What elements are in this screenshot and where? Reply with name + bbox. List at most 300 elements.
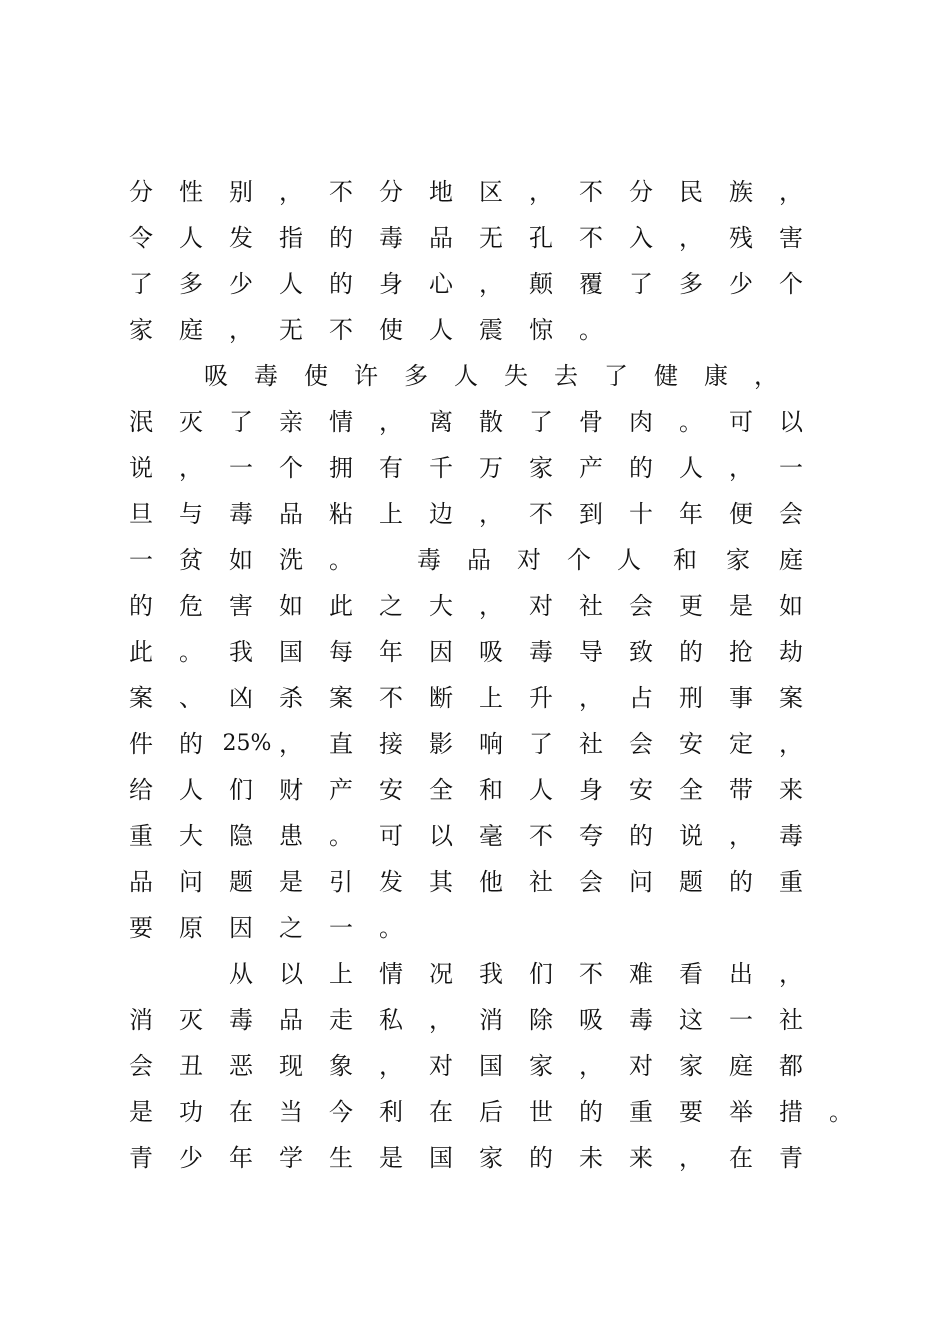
char: ， xyxy=(179,454,203,482)
char: 指 xyxy=(279,224,303,252)
char: 全 xyxy=(679,776,703,804)
char: 洗 xyxy=(279,546,303,574)
char: 。 xyxy=(679,408,703,436)
char: 说 xyxy=(129,454,153,482)
char: 少 xyxy=(179,1144,203,1172)
char: ， xyxy=(779,178,803,206)
char: 重 xyxy=(779,868,803,896)
text-line xyxy=(0,1046,950,1086)
char: 骨 xyxy=(579,408,603,436)
char: 导 xyxy=(579,638,603,666)
char: 家 xyxy=(679,1052,703,1080)
char: 族 xyxy=(729,178,753,206)
char: 和 xyxy=(479,776,503,804)
char: 品 xyxy=(429,224,453,252)
char: 是 xyxy=(379,1144,403,1172)
char: 财 xyxy=(279,776,303,804)
char: 的 xyxy=(629,822,653,850)
char: 重 xyxy=(129,822,153,850)
char: 社 xyxy=(779,1006,803,1034)
char: 夸 xyxy=(579,822,603,850)
text-line xyxy=(0,586,950,626)
char: 到 xyxy=(579,500,603,528)
text-line xyxy=(0,816,950,856)
char: 与 xyxy=(179,500,203,528)
char: ， xyxy=(229,316,253,344)
char: 在 xyxy=(229,1098,253,1126)
char: 灭 xyxy=(179,408,203,436)
char: 更 xyxy=(679,592,703,620)
char: 接 xyxy=(379,730,403,758)
text-line xyxy=(0,402,950,442)
char: 致 xyxy=(629,638,653,666)
char: 身 xyxy=(579,776,603,804)
char: 年 xyxy=(229,1144,253,1172)
char: 品 xyxy=(279,1006,303,1034)
char: 定 xyxy=(729,730,753,758)
char: 如 xyxy=(779,592,803,620)
char: 患 xyxy=(279,822,303,850)
char: 走 xyxy=(329,1006,353,1034)
char: 一 xyxy=(779,454,803,482)
char: 况 xyxy=(429,960,453,988)
char: 安 xyxy=(679,730,703,758)
char: 离 xyxy=(429,408,453,436)
char: 不 xyxy=(379,684,403,712)
char: 边 xyxy=(429,500,453,528)
char: 措 xyxy=(779,1098,803,1126)
char: 学 xyxy=(279,1144,303,1172)
char: 是 xyxy=(729,592,753,620)
char: 家 xyxy=(726,546,750,574)
char: 覆 xyxy=(579,270,603,298)
char: 象 xyxy=(329,1052,353,1080)
text-line xyxy=(0,770,950,810)
text-line xyxy=(0,218,950,258)
char: ， xyxy=(429,1006,453,1034)
char: 大 xyxy=(179,822,203,850)
char: 健 xyxy=(654,362,678,390)
char: 多 xyxy=(679,270,703,298)
char: 人 xyxy=(454,362,478,390)
char: 毒 xyxy=(229,1006,253,1034)
char: 带 xyxy=(729,776,753,804)
char: 世 xyxy=(529,1098,553,1126)
char: 以 xyxy=(429,822,453,850)
char: 青 xyxy=(129,1144,153,1172)
char: 消 xyxy=(479,1006,503,1034)
char: 去 xyxy=(554,362,578,390)
char: ， xyxy=(479,592,503,620)
char: 说 xyxy=(679,822,703,850)
char: ， xyxy=(379,1052,403,1080)
char: 。 xyxy=(329,822,353,850)
char: 会 xyxy=(629,730,653,758)
char: 社 xyxy=(579,592,603,620)
char: 的 xyxy=(179,730,203,758)
char: 情 xyxy=(329,408,353,436)
char: 人 xyxy=(179,224,203,252)
char: 上 xyxy=(329,960,353,988)
char: 亲 xyxy=(279,408,303,436)
char: 25% xyxy=(222,731,272,756)
char: 因 xyxy=(229,914,253,942)
char: 后 xyxy=(479,1098,503,1126)
char: 这 xyxy=(679,1006,703,1034)
char: 恶 xyxy=(229,1052,253,1080)
char: 案 xyxy=(329,684,353,712)
char: 丑 xyxy=(179,1052,203,1080)
char: 因 xyxy=(429,638,453,666)
char: 家 xyxy=(479,1144,503,1172)
char: 们 xyxy=(229,776,253,804)
char: 庭 xyxy=(179,316,203,344)
char: 此 xyxy=(129,638,153,666)
char: 对 xyxy=(529,592,553,620)
char: 未 xyxy=(579,1144,603,1172)
char: 事 xyxy=(729,684,753,712)
char: 无 xyxy=(479,224,503,252)
char: 一 xyxy=(229,454,253,482)
char: 个 xyxy=(779,270,803,298)
text-line xyxy=(0,540,950,580)
text-line xyxy=(0,862,950,902)
char: 之 xyxy=(279,914,303,942)
char: ， xyxy=(679,224,703,252)
char: ， xyxy=(279,730,303,758)
char: 产 xyxy=(329,776,353,804)
char: 问 xyxy=(179,868,203,896)
char: 了 xyxy=(529,408,553,436)
char: 毒 xyxy=(529,638,553,666)
char: 的 xyxy=(629,454,653,482)
char: 惊 xyxy=(529,316,553,344)
char: 吸 xyxy=(479,638,503,666)
char: 民 xyxy=(679,178,703,206)
char: ， xyxy=(754,362,778,390)
char: 引 xyxy=(329,868,353,896)
text-line xyxy=(0,632,950,672)
char: 康 xyxy=(704,362,728,390)
char: 品 xyxy=(129,868,153,896)
char: 毒 xyxy=(779,822,803,850)
char: 人 xyxy=(179,776,203,804)
char: 问 xyxy=(629,868,653,896)
char: 的 xyxy=(579,1098,603,1126)
char: 使 xyxy=(379,316,403,344)
char: 吸 xyxy=(204,362,228,390)
char: 刑 xyxy=(679,684,703,712)
char: 害 xyxy=(229,592,253,620)
char: 使 xyxy=(304,362,328,390)
char: 直 xyxy=(329,730,353,758)
char: 毒 xyxy=(629,1006,653,1034)
char: 举 xyxy=(729,1098,753,1126)
char: 案 xyxy=(129,684,153,712)
char: 安 xyxy=(629,776,653,804)
char: 年 xyxy=(379,638,403,666)
char: 万 xyxy=(479,454,503,482)
text-line xyxy=(0,356,950,396)
char: 升 xyxy=(529,684,553,712)
char: 的 xyxy=(329,270,353,298)
char: 了 xyxy=(129,270,153,298)
char: 安 xyxy=(379,776,403,804)
char: 家 xyxy=(129,316,153,344)
char: 是 xyxy=(129,1098,153,1126)
char: 不 xyxy=(529,500,553,528)
char: 响 xyxy=(479,730,503,758)
char: 的 xyxy=(729,868,753,896)
char: 残 xyxy=(729,224,753,252)
char: 性 xyxy=(179,178,203,206)
char: 拥 xyxy=(329,454,353,482)
char: 难 xyxy=(629,960,653,988)
char: 上 xyxy=(479,684,503,712)
char: 心 xyxy=(429,270,453,298)
char: 今 xyxy=(329,1098,353,1126)
char: 社 xyxy=(529,868,553,896)
text-line xyxy=(0,678,950,718)
char: 其 xyxy=(429,868,453,896)
char: 肉 xyxy=(629,408,653,436)
char: 人 xyxy=(617,546,641,574)
char: 如 xyxy=(229,546,253,574)
char: 对 xyxy=(629,1052,653,1080)
char: 每 xyxy=(329,638,353,666)
char: 要 xyxy=(679,1098,703,1126)
char: 国 xyxy=(429,1144,453,1172)
char: 不 xyxy=(579,960,603,988)
char: 毒 xyxy=(417,546,441,574)
char: 孔 xyxy=(529,224,553,252)
char: 凶 xyxy=(229,684,253,712)
char: 影 xyxy=(429,730,453,758)
char: 入 xyxy=(629,224,653,252)
char: 大 xyxy=(429,592,453,620)
char: 抢 xyxy=(729,638,753,666)
char: 都 xyxy=(779,1052,803,1080)
char: 不 xyxy=(579,178,603,206)
char: 要 xyxy=(129,914,153,942)
char: 年 xyxy=(679,500,703,528)
char: 家 xyxy=(529,1052,553,1080)
text-line xyxy=(0,724,950,764)
char: 来 xyxy=(779,776,803,804)
char: 。 xyxy=(329,546,353,574)
char: 。 xyxy=(829,1098,853,1126)
char: 旦 xyxy=(129,500,153,528)
char: 许 xyxy=(354,362,378,390)
char: ， xyxy=(729,822,753,850)
char: ， xyxy=(279,178,303,206)
char: 了 xyxy=(604,362,628,390)
char: ， xyxy=(779,730,803,758)
text-line xyxy=(0,1000,950,1040)
char: 的 xyxy=(129,592,153,620)
char: 对 xyxy=(429,1052,453,1080)
char: 发 xyxy=(379,868,403,896)
char: 会 xyxy=(629,592,653,620)
char: 看 xyxy=(679,960,703,988)
char: 在 xyxy=(429,1098,453,1126)
char: 区 xyxy=(479,178,503,206)
char: 断 xyxy=(429,684,453,712)
char: 人 xyxy=(279,270,303,298)
char: 占 xyxy=(629,684,653,712)
char: 。 xyxy=(379,914,403,942)
char: 了 xyxy=(229,408,253,436)
text-line xyxy=(0,448,950,488)
char: 有 xyxy=(379,454,403,482)
char: 重 xyxy=(629,1098,653,1126)
char: 粘 xyxy=(329,500,353,528)
char: 不 xyxy=(329,178,353,206)
char: 功 xyxy=(179,1098,203,1126)
char: 们 xyxy=(529,960,553,988)
char: 便 xyxy=(729,500,753,528)
char: 了 xyxy=(629,270,653,298)
char: 不 xyxy=(579,224,603,252)
char: 消 xyxy=(129,1006,153,1034)
char: ， xyxy=(529,178,553,206)
char: 失 xyxy=(504,362,528,390)
char: 颠 xyxy=(529,270,553,298)
char: 多 xyxy=(404,362,428,390)
char: 的 xyxy=(679,638,703,666)
char: 青 xyxy=(779,1144,803,1172)
char: 不 xyxy=(529,822,553,850)
char: 在 xyxy=(729,1144,753,1172)
char: 可 xyxy=(729,408,753,436)
text-line xyxy=(0,1138,950,1178)
char: 千 xyxy=(429,454,453,482)
char: 以 xyxy=(779,408,803,436)
char: 我 xyxy=(229,638,253,666)
char: 个 xyxy=(567,546,591,574)
char: 全 xyxy=(429,776,453,804)
char: 给 xyxy=(129,776,153,804)
char: 如 xyxy=(279,592,303,620)
char: 令 xyxy=(129,224,153,252)
char: 杀 xyxy=(279,684,303,712)
char: 个 xyxy=(279,454,303,482)
char: 。 xyxy=(179,638,203,666)
char: 案 xyxy=(779,684,803,712)
char: 情 xyxy=(379,960,403,988)
char: 我 xyxy=(479,960,503,988)
char: 一 xyxy=(329,914,353,942)
char: 私 xyxy=(379,1006,403,1034)
char: 散 xyxy=(479,408,503,436)
char: 会 xyxy=(779,500,803,528)
char: 别 xyxy=(229,178,253,206)
char: 。 xyxy=(579,316,603,344)
char: ， xyxy=(379,408,403,436)
text-line xyxy=(0,1092,950,1132)
char: 分 xyxy=(629,178,653,206)
char: 地 xyxy=(429,178,453,206)
char: 产 xyxy=(579,454,603,482)
text-line xyxy=(0,264,950,304)
char: ， xyxy=(679,1144,703,1172)
char: 了 xyxy=(529,730,553,758)
char: 分 xyxy=(129,178,153,206)
char: 发 xyxy=(229,224,253,252)
char: 贫 xyxy=(179,546,203,574)
char: 品 xyxy=(467,546,491,574)
char: 之 xyxy=(379,592,403,620)
char: ， xyxy=(479,500,503,528)
char: 对 xyxy=(517,546,541,574)
char: ， xyxy=(779,960,803,988)
char: 不 xyxy=(329,316,353,344)
char: 隐 xyxy=(229,822,253,850)
char: 原 xyxy=(179,914,203,942)
char: 震 xyxy=(479,316,503,344)
char: ， xyxy=(579,1052,603,1080)
char: 少 xyxy=(229,270,253,298)
char: 和 xyxy=(673,546,697,574)
char: 是 xyxy=(279,868,303,896)
char: 、 xyxy=(179,684,203,712)
char: 分 xyxy=(379,178,403,206)
text-line xyxy=(0,954,950,994)
char: 泯 xyxy=(129,408,153,436)
char: 会 xyxy=(129,1052,153,1080)
char: 庭 xyxy=(779,546,803,574)
char: 身 xyxy=(379,270,403,298)
char: ， xyxy=(479,270,503,298)
char: 灭 xyxy=(179,1006,203,1034)
char: 此 xyxy=(329,592,353,620)
char: 毫 xyxy=(479,822,503,850)
char: 人 xyxy=(529,776,553,804)
char: 吸 xyxy=(579,1006,603,1034)
char: 劫 xyxy=(779,638,803,666)
char: 会 xyxy=(579,868,603,896)
text-line xyxy=(0,908,950,948)
char: 无 xyxy=(279,316,303,344)
char: 的 xyxy=(329,224,353,252)
char: 品 xyxy=(279,500,303,528)
char: 他 xyxy=(479,868,503,896)
char: 件 xyxy=(129,730,153,758)
char: 家 xyxy=(529,454,553,482)
char: 题 xyxy=(229,868,253,896)
char: 国 xyxy=(279,638,303,666)
char: 人 xyxy=(679,454,703,482)
char: 少 xyxy=(729,270,753,298)
char: 国 xyxy=(479,1052,503,1080)
char: 多 xyxy=(179,270,203,298)
char: 十 xyxy=(629,500,653,528)
char: 现 xyxy=(279,1052,303,1080)
char: 庭 xyxy=(729,1052,753,1080)
char: ， xyxy=(729,454,753,482)
char: 以 xyxy=(279,960,303,988)
char: 题 xyxy=(679,868,703,896)
char: 人 xyxy=(429,316,453,344)
char: 的 xyxy=(529,1144,553,1172)
char: 一 xyxy=(729,1006,753,1034)
char: 害 xyxy=(779,224,803,252)
char: 危 xyxy=(179,592,203,620)
char: 从 xyxy=(229,960,253,988)
char: 可 xyxy=(379,822,403,850)
char: 利 xyxy=(379,1098,403,1126)
char: 除 xyxy=(529,1006,553,1034)
